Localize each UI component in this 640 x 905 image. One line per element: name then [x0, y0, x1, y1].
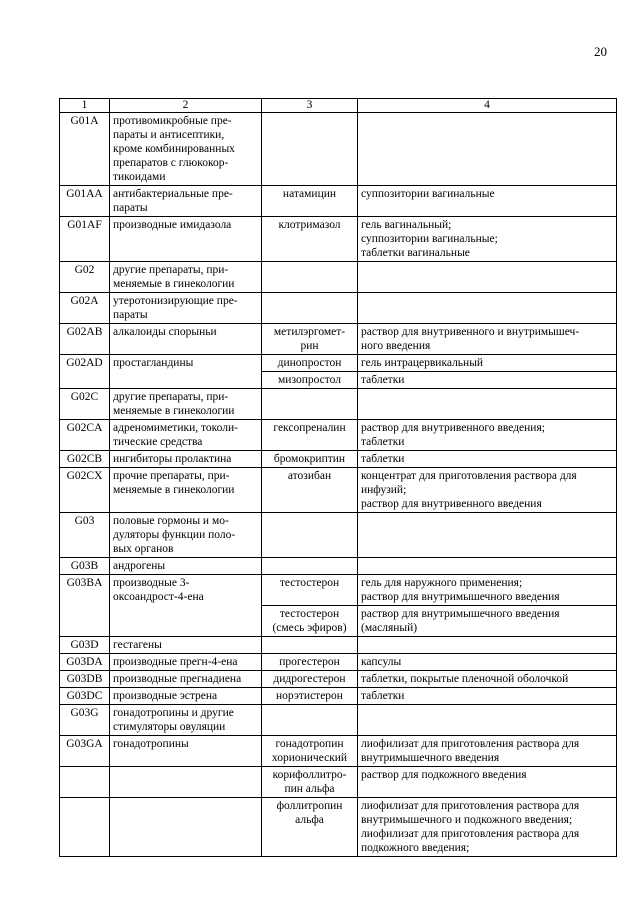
atc-code: G02CX — [60, 468, 110, 513]
group-name: другие препараты, при- меняемые в гинекологии — [110, 389, 262, 420]
inn-name: метилэргомет- рин — [262, 324, 358, 355]
group-name: утеротонизирующие пре- параты — [110, 293, 262, 324]
inn-name: гонадотропин хорионический — [262, 736, 358, 767]
dosage-form: раствор для внутривенного и внутримышеч- ного введения — [358, 324, 617, 355]
group-name: андрогены — [110, 558, 262, 575]
group-name — [110, 798, 262, 857]
dosage-form: таблетки — [358, 688, 617, 705]
inn-name: бромокриптин — [262, 451, 358, 468]
atc-code: G02 — [60, 262, 110, 293]
table-row — [60, 389, 617, 420]
inn-name — [262, 637, 358, 654]
table-header-row — [60, 99, 617, 113]
column-header: 3 — [262, 99, 358, 113]
group-name: противомикробные пре- параты и антисептики, кроме комбинированных препаратов с глюкокор- тикоидами — [110, 113, 262, 186]
dosage-form: гель вагинальный; суппозитории вагинальные; таблетки вагинальные — [358, 217, 617, 262]
atc-code: G03 — [60, 513, 110, 558]
atc-code: G03G — [60, 705, 110, 736]
atc-code: G03BA — [60, 575, 110, 637]
table-row — [60, 637, 617, 654]
dosage-form: раствор для подкожного введения — [358, 767, 617, 798]
table-row — [60, 798, 617, 857]
group-name: другие препараты, при- меняемые в гинекологии — [110, 262, 262, 293]
group-name: производные прегн-4-ена — [110, 654, 262, 671]
inn-name — [262, 293, 358, 324]
dosage-form: гель интрацервикальный — [358, 355, 617, 372]
inn-name: мизопростол — [262, 372, 358, 389]
dosage-form: таблетки — [358, 451, 617, 468]
inn-name — [262, 513, 358, 558]
column-header: 4 — [358, 99, 617, 113]
table-row — [60, 688, 617, 705]
dosage-form — [358, 705, 617, 736]
group-name: алкалоиды спорыньи — [110, 324, 262, 355]
atc-code: G02C — [60, 389, 110, 420]
dosage-form — [358, 558, 617, 575]
table-row — [60, 186, 617, 217]
table-row — [60, 654, 617, 671]
inn-name: фоллитропин альфа — [262, 798, 358, 857]
table-row — [60, 671, 617, 688]
inn-name: гексопреналин — [262, 420, 358, 451]
group-name: антибактериальные пре- параты — [110, 186, 262, 217]
atc-code: G01AF — [60, 217, 110, 262]
group-name: производные эстрена — [110, 688, 262, 705]
atc-code: G02CA — [60, 420, 110, 451]
inn-name: корифоллитро- пин альфа — [262, 767, 358, 798]
dosage-form: таблетки — [358, 372, 617, 389]
atc-code: G02AB — [60, 324, 110, 355]
page-number: 20 — [594, 44, 607, 59]
inn-name — [262, 113, 358, 186]
dosage-form: лиофилизат для приготовления раствора для внутримышечного и подкожного введения; лиофилизат для приготовления раствора для подкожного введения; — [358, 798, 617, 857]
table-row — [60, 767, 617, 798]
table-row — [60, 451, 617, 468]
dosage-form: суппозитории вагинальные — [358, 186, 617, 217]
table-row — [60, 420, 617, 451]
atc-code: G03D — [60, 637, 110, 654]
group-name: гонадотропины — [110, 736, 262, 767]
dosage-form: раствор для внутримышечного введения (масляный) — [358, 606, 617, 637]
inn-name: тестостерон (смесь эфиров) — [262, 606, 358, 637]
dosage-form: гель для наружного применения; раствор для внутримышечного введения — [358, 575, 617, 606]
group-name: производные 3- оксоандрост-4-ена — [110, 575, 262, 637]
inn-name — [262, 705, 358, 736]
inn-name — [262, 389, 358, 420]
inn-name: тестостерон — [262, 575, 358, 606]
inn-name: атозибан — [262, 468, 358, 513]
dosage-form — [358, 513, 617, 558]
atc-code — [60, 798, 110, 857]
atc-code: G02CB — [60, 451, 110, 468]
dosage-form — [358, 262, 617, 293]
table-row — [60, 355, 617, 372]
inn-name: динопростон — [262, 355, 358, 372]
table-row — [60, 217, 617, 262]
atc-code — [60, 767, 110, 798]
inn-name: норэтистерон — [262, 688, 358, 705]
column-header: 1 — [60, 99, 110, 113]
table-row — [60, 324, 617, 355]
atc-code: G01A — [60, 113, 110, 186]
table-row — [60, 262, 617, 293]
inn-name — [262, 558, 358, 575]
group-name: ингибиторы пролактина — [110, 451, 262, 468]
table-row — [60, 736, 617, 767]
dosage-form: капсулы — [358, 654, 617, 671]
table-row — [60, 705, 617, 736]
group-name: гонадотропины и другие стимуляторы овуляции — [110, 705, 262, 736]
dosage-form: лиофилизат для приготовления раствора для внутримышечного введения — [358, 736, 617, 767]
table-row — [60, 468, 617, 513]
group-name: прочие препараты, при- меняемые в гинекологии — [110, 468, 262, 513]
atc-code: G03DC — [60, 688, 110, 705]
atc-code: G02A — [60, 293, 110, 324]
group-name: производные прегнадиена — [110, 671, 262, 688]
inn-name — [262, 262, 358, 293]
group-name: адреномиметики, токоли- тические средства — [110, 420, 262, 451]
dosage-form — [358, 113, 617, 186]
inn-name: натамицин — [262, 186, 358, 217]
drug-table — [59, 98, 617, 857]
dosage-form — [358, 389, 617, 420]
table-row — [60, 575, 617, 606]
group-name: гестагены — [110, 637, 262, 654]
atc-code: G03DA — [60, 654, 110, 671]
table-row — [60, 293, 617, 324]
dosage-form: концентрат для приготовления раствора для инфузий; раствор для внутривенного введения — [358, 468, 617, 513]
dosage-form: раствор для внутривенного введения; таблетки — [358, 420, 617, 451]
dosage-form — [358, 293, 617, 324]
table-row — [60, 513, 617, 558]
atc-code: G02AD — [60, 355, 110, 389]
inn-name: прогестерон — [262, 654, 358, 671]
group-name — [110, 767, 262, 798]
atc-code: G03GA — [60, 736, 110, 767]
atc-code: G03B — [60, 558, 110, 575]
inn-name: клотримазол — [262, 217, 358, 262]
column-header: 2 — [110, 99, 262, 113]
atc-code: G03DB — [60, 671, 110, 688]
table-row — [60, 113, 617, 186]
group-name: производные имидазола — [110, 217, 262, 262]
atc-code: G01AA — [60, 186, 110, 217]
dosage-form — [358, 637, 617, 654]
dosage-form: таблетки, покрытые пленочной оболочкой — [358, 671, 617, 688]
group-name: простагландины — [110, 355, 262, 389]
group-name: половые гормоны и мо- дуляторы функции поло- вых органов — [110, 513, 262, 558]
inn-name: дидрогестерон — [262, 671, 358, 688]
table-row — [60, 558, 617, 575]
